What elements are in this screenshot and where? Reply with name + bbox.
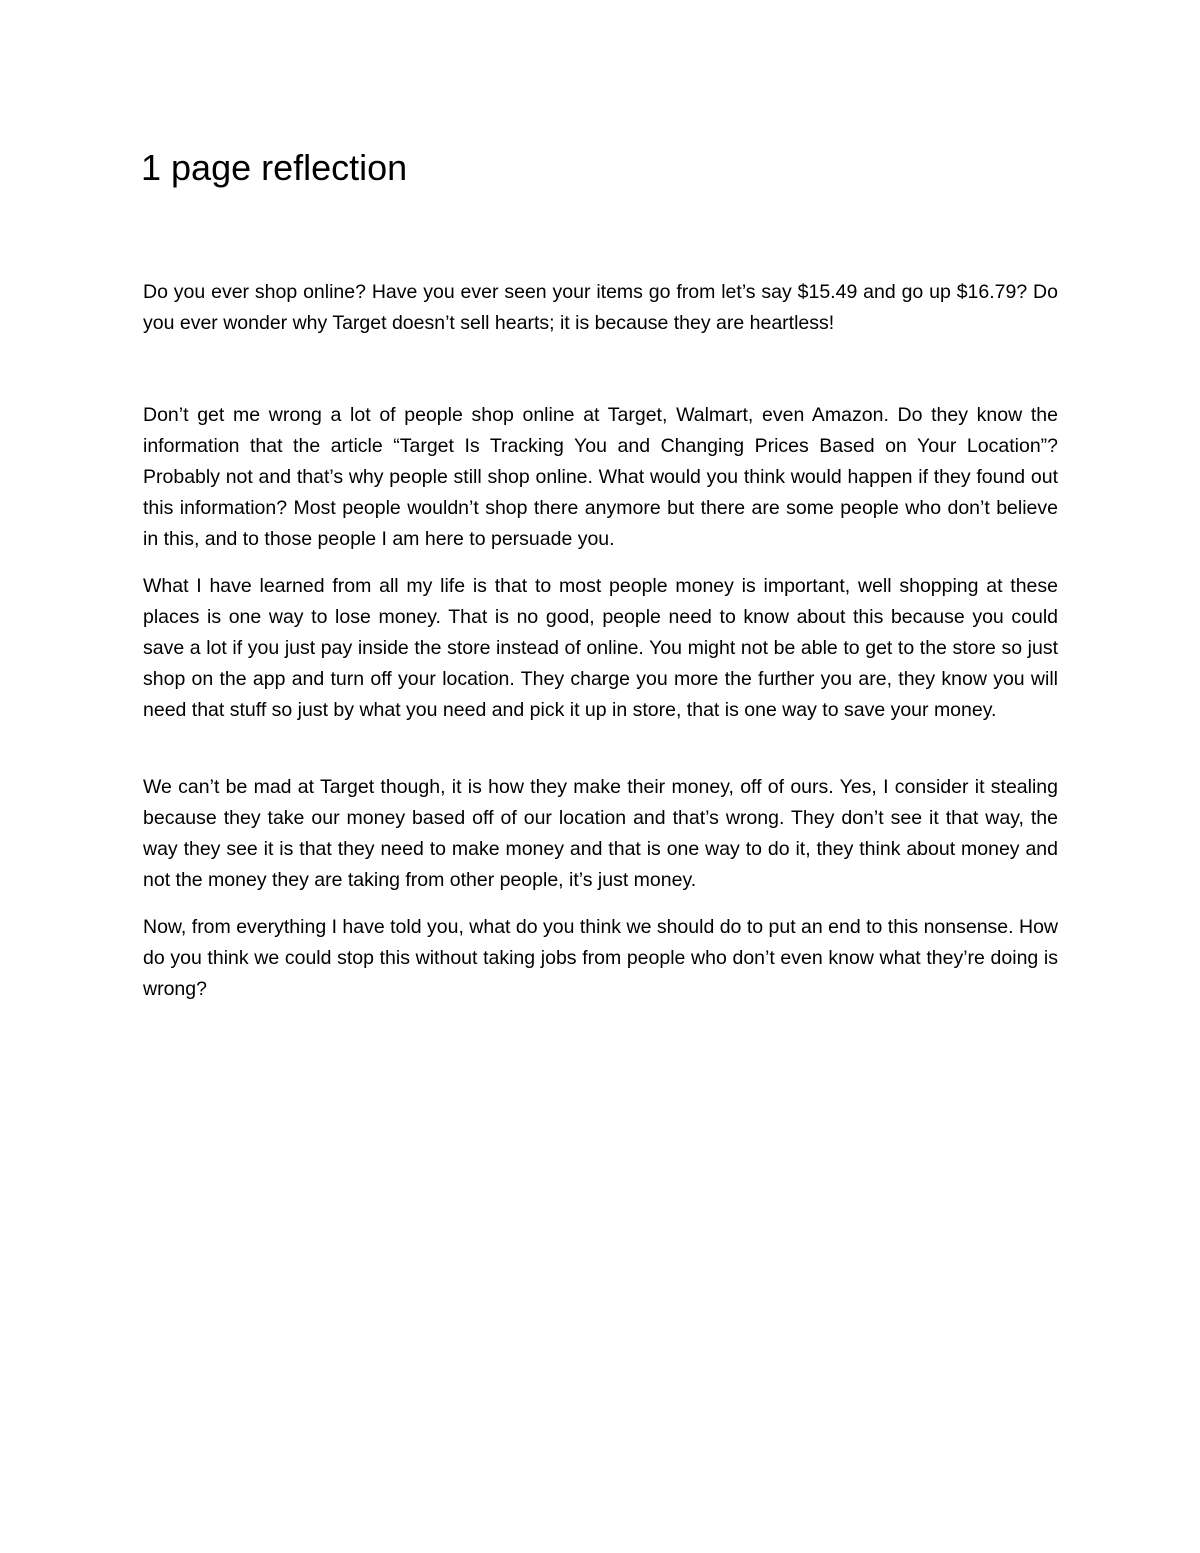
- paragraph-target-stealing: We can’t be mad at Target though, it is how they make their money, off of ours. Yes, I consider it stealing because they take our money based off of our location and that’s wrong. They don’t see it that way, the way they see it is that they need to make money and that is one way to do it, they think about money and not the money they are taking from other people, it’s just money.: [143, 776, 1058, 891]
- paragraph-saving-money: What I have learned from all my life is that to most people money is important, well shopping at these places is one way to lose money. That is no good, people need to know about this because you could save a lot if you just pay inside the store instead of online. You might not be able to get to the store so just shop on the app and turn off your location. They charge you more the further you are, they know you will need that stuff so just by what you need and pick it up in store, that is one way to save your money.: [143, 575, 1058, 721]
- paragraph-online-shopping: Don’t get me wrong a lot of people shop online at Target, Walmart, even Amazon. Do they know the information that the article “Target Is Tracking You and Changing Prices Based on Your Location”? Probably not and that’s why people still shop online. What would you think would happen if they found out this information? Most people wouldn’t shop there anymore but there are some people who don’t believe in this, and to those people I am here to persuade you.: [143, 404, 1058, 550]
- page-title: 1 page reflection: [141, 147, 408, 188]
- paragraph-conclusion: Now, from everything I have told you, what do you think we should do to put an end to this nonsense. How do you think we could stop this without taking jobs from people who don’t even know what they’re doing is wrong?: [143, 916, 1058, 1000]
- paragraph-intro: Do you ever shop online? Have you ever seen your items go from let’s say $15.49 and go up $16.79? Do you ever wonder why Target doesn’t sell hearts; it is because they are heartless!: [143, 281, 1058, 334]
